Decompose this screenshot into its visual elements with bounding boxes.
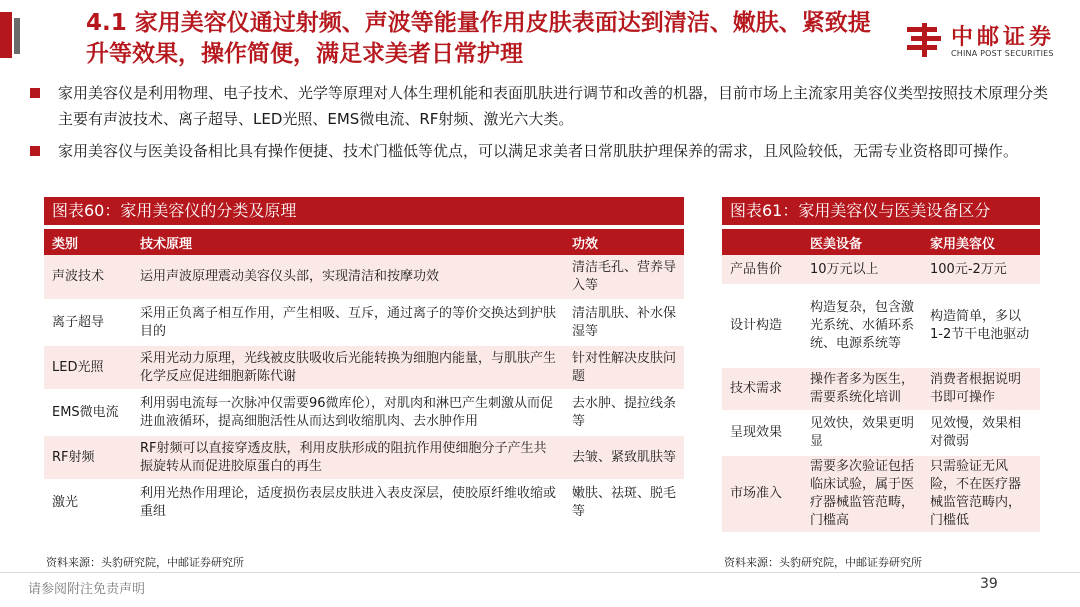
medical-cell: 构造复杂，包含激光系统、水循环系统、电源系统等 (802, 285, 922, 367)
home-cell: 只需验证无风险，不在医疗器械监管范畴内，门槛低 (922, 455, 1040, 533)
table-row (44, 435, 684, 480)
effect-cell: 清洁肌肤、补水保湿等 (564, 300, 684, 345)
medical-cell: 见效快，效果更明显 (802, 411, 922, 455)
category-cell: 离子超导 (44, 300, 132, 345)
figure61-title: 图表61：家用美容仪与医美设备区分 (722, 197, 1040, 225)
effect-cell: 针对性解决皮肤问题 (564, 345, 684, 390)
category-cell: LED光照 (44, 345, 132, 390)
category-cell: EMS微电流 (44, 390, 132, 435)
header-cell: 家用美容仪 (922, 229, 1040, 255)
home-cell: 消费者根据说明书即可操作 (922, 367, 1040, 411)
title-accent-bar (0, 12, 12, 58)
category-cell: 激光 (44, 480, 132, 525)
bullet-list (28, 80, 1058, 170)
figure61-source: 资料来源：头豹研究院，中邮证券研究所 (724, 556, 922, 569)
bullet-text: 家用美容仪是利用物理、电子技术、光学等原理对人体生理机能和表面肌肤进行调节和改善的机器，目前市场上主流家用美容仪类型按照技术原理分类主要有声波技术、离子超导、LED光照、EMS微电流、RF射频、激光六大类。 (58, 84, 1049, 128)
aspect-cell: 设计构造 (722, 285, 802, 367)
aspect-cell: 产品售价 (722, 255, 802, 285)
table-row (722, 411, 1040, 455)
aspect-cell: 技术需求 (722, 367, 802, 411)
figure60-title: 图表60：家用美容仪的分类及原理 (44, 197, 684, 225)
header-cell: 功效 (564, 229, 684, 255)
effect-cell: 去水肿、提拉线条等 (564, 390, 684, 435)
table-row (722, 255, 1040, 285)
table-row (722, 455, 1040, 533)
bullet-item (28, 80, 1058, 132)
table-row (44, 390, 684, 435)
table-row (722, 285, 1040, 367)
principle-cell: 利用光热作用理论，适度损伤表层皮肤进入表皮深层，使胶原纤维收缩或重组 (132, 480, 564, 525)
principle-cell: RF射频可以直接穿透皮肤，利用皮肤形成的阻抗作用使细胞分子产生共振旋转从而促进胶原蛋白的再生 (132, 435, 564, 480)
effect-cell: 嫩肤、祛斑、脱毛等 (564, 480, 684, 525)
medical-cell: 10万元以上 (802, 255, 922, 285)
effect-cell: 去皱、紧致肌肤等 (564, 435, 684, 480)
home-cell: 构造简单，多以1-2节干电池驱动 (922, 285, 1040, 367)
category-cell: 声波技术 (44, 255, 132, 300)
medical-cell: 需要多次验证包括临床试验，属于医疗器械监管范畴，门槛高 (802, 455, 922, 533)
category-cell: RF射频 (44, 435, 132, 480)
table-row (44, 300, 684, 345)
logo-english-text: CHINA POST SECURITIES (951, 49, 1054, 58)
logo-chinese-text: 中邮证券 (951, 25, 1056, 50)
header-cell: 技术原理 (132, 229, 564, 255)
header-cell (722, 229, 802, 255)
bullet-square-icon (30, 146, 40, 156)
aspect-cell: 市场准入 (722, 455, 802, 533)
figure60-source: 资料来源：头豹研究院，中邮证券研究所 (46, 556, 244, 569)
disclaimer-text: 请参阅附注免责声明 (28, 582, 146, 597)
effect-cell: 清洁毛孔、营养导入等 (564, 255, 684, 300)
table-row (722, 367, 1040, 411)
principle-cell: 利用弱电流每一次脉冲仅需要96微库伦），对肌肉和淋巴产生刺激从而促进血液循环，提高细胞活性从而达到收缩肌肉、去水肿作用 (132, 390, 564, 435)
header-cell: 医美设备 (802, 229, 922, 255)
figure61-table (722, 229, 1040, 534)
title-accent-bar-gray (14, 18, 20, 54)
principle-cell: 采用光动力原理，光线被皮肤吸收后光能转换为细胞内能量，与肌肤产生化学反应促进细胞新陈代谢 (132, 345, 564, 390)
aspect-cell: 呈现效果 (722, 411, 802, 455)
china-post-logo-icon (905, 21, 945, 59)
table-row (44, 345, 684, 390)
table-row (44, 480, 684, 525)
bullet-square-icon (30, 88, 40, 98)
page-number: 39 (980, 576, 998, 592)
table-header-row (722, 229, 1040, 255)
medical-cell: 操作者多为医生，需要系统化培训 (802, 367, 922, 411)
principle-cell: 采用正负离子相互作用，产生相吸、互斥，通过离子的等价交换达到护肤目的 (132, 300, 564, 345)
figure60-table (44, 229, 684, 526)
footer-divider (0, 572, 1080, 573)
bullet-text: 家用美容仪与医美设备相比具有操作便捷、技术门槛低等优点，可以满足求美者日常肌肤护理保养的需求，且风险较低，无需专业资格即可操作。 (58, 142, 1019, 160)
table-row (44, 255, 684, 300)
bullet-item (28, 138, 1058, 164)
home-cell: 100元-2万元 (922, 255, 1040, 285)
company-logo (905, 18, 1073, 64)
home-cell: 见效慢，效果相对微弱 (922, 411, 1040, 455)
table-header-row (44, 229, 684, 255)
principle-cell: 运用声波原理震动美容仪头部，实现清洁和按摩功效 (132, 255, 564, 300)
header-cell: 类别 (44, 229, 132, 255)
page-title: 4.1 家用美容仪通过射频、声波等能量作用皮肤表面达到清洁、嫩肤、紧致提升等效果，操作简便，满足求美者日常护理 (86, 10, 871, 67)
